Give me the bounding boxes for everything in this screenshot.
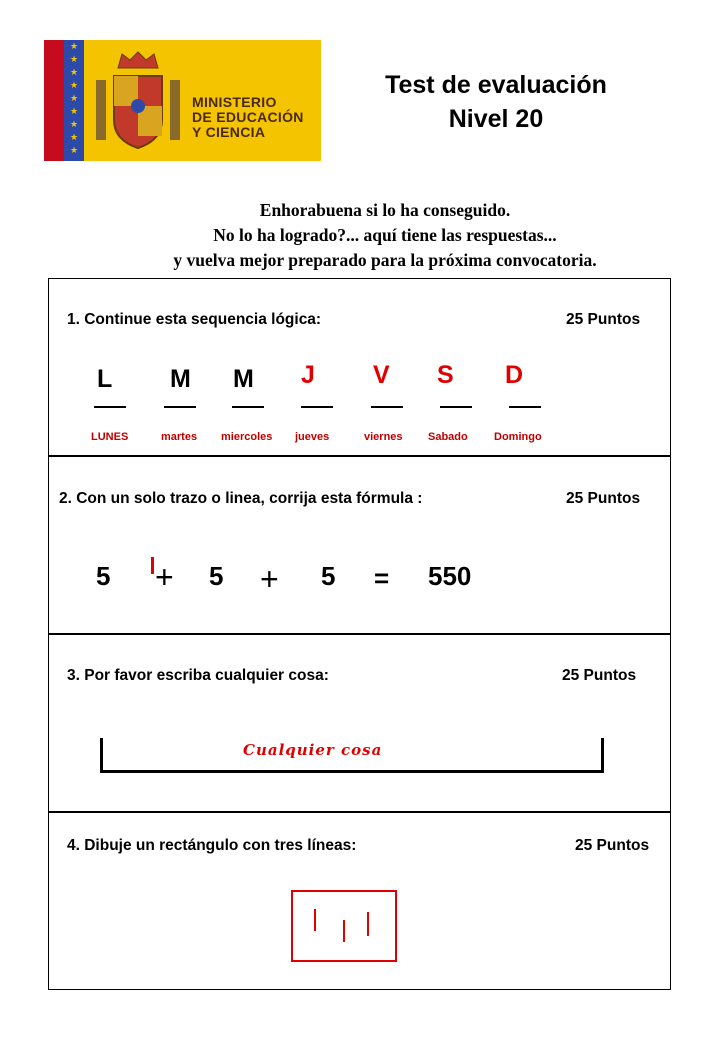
intro-text: Enhorabuena si lo ha conseguido. No lo ha logrado?... aquí tiene las respuestas... y vuelva mejor preparado para la próxima convocatoria. bbox=[173, 200, 597, 270]
blank-line bbox=[509, 406, 541, 408]
letter-l: L bbox=[97, 365, 113, 393]
blank-line bbox=[301, 406, 333, 408]
answer-letter-s: S bbox=[437, 361, 454, 389]
day-label: LUNES bbox=[91, 431, 129, 443]
answer-letter-j: J bbox=[301, 361, 315, 389]
day-label: martes bbox=[161, 431, 198, 443]
red-line bbox=[367, 912, 369, 936]
question-3-panel bbox=[48, 634, 671, 812]
red-line bbox=[343, 920, 345, 942]
letter-m2: M bbox=[233, 365, 254, 393]
letter-m1: M bbox=[170, 365, 191, 393]
question-4-points: 25 Puntos bbox=[575, 837, 650, 854]
day-label: viernes bbox=[364, 431, 403, 443]
question-2-prompt: 2. Con un solo trazo o linea, corrija esta fórmula : bbox=[59, 490, 423, 507]
correction-stroke bbox=[151, 557, 154, 574]
formula-number: 5 bbox=[96, 561, 111, 591]
formula-equals: = bbox=[374, 563, 390, 593]
blank-line bbox=[371, 406, 403, 408]
formula-plus: + bbox=[260, 561, 279, 597]
blank-line bbox=[440, 406, 472, 408]
page-title: Test de evaluación Nivel 20 bbox=[385, 71, 607, 133]
question-3-prompt: 3. Por favor escriba cualquier cosa: bbox=[67, 667, 329, 684]
question-3-points: 25 Puntos bbox=[562, 667, 637, 684]
question-2-points: 25 Puntos bbox=[566, 490, 641, 507]
question-1-prompt: 1. Continue esta sequencia lógica: bbox=[67, 311, 322, 328]
day-label: jueves bbox=[295, 431, 330, 443]
answer-letter-d: D bbox=[505, 361, 524, 389]
day-label: Domingo bbox=[494, 431, 542, 443]
answer-bracket bbox=[100, 738, 604, 773]
answer-text: Cualquier cosa bbox=[243, 741, 383, 759]
day-label: Sabado bbox=[428, 431, 468, 443]
day-label: miercoles bbox=[221, 431, 273, 443]
formula-result: 550 bbox=[428, 561, 472, 591]
formula-number: 5 bbox=[209, 561, 224, 591]
question-1-points: 25 Puntos bbox=[566, 311, 641, 328]
blank-line bbox=[94, 406, 126, 408]
answer-letter-v: V bbox=[373, 361, 390, 389]
formula-number: 5 bbox=[321, 561, 336, 591]
question-4-panel bbox=[48, 812, 671, 990]
coat-of-arms-icon bbox=[88, 50, 188, 155]
blank-line bbox=[164, 406, 196, 408]
question-2-panel bbox=[48, 456, 671, 634]
ministry-name: MINISTERIO DE EDUCACIÓN Y CIENCIA bbox=[192, 94, 304, 140]
flag-red-stripe bbox=[44, 40, 64, 161]
blank-line bbox=[232, 406, 264, 408]
question-1-panel bbox=[48, 278, 671, 456]
ministry-logo bbox=[44, 40, 321, 161]
formula-plus: + bbox=[155, 559, 174, 595]
red-line bbox=[314, 909, 316, 931]
stars-icon: ★ ★ ★ ★ ★ ★ ★ ★ ★ bbox=[69, 41, 79, 155]
question-4-prompt: 4. Dibuje un rectángulo con tres líneas: bbox=[67, 837, 357, 854]
